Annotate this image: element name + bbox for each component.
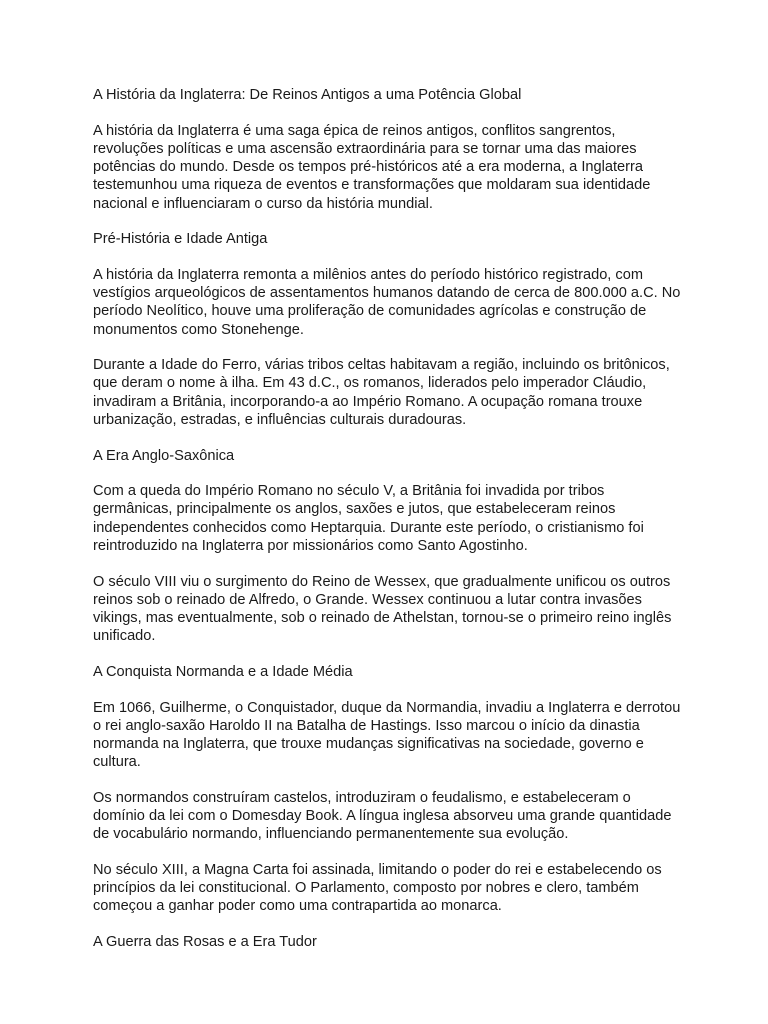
intro-paragraph: A história da Inglaterra é uma saga épica de reinos antigos, conflitos sangrentos, revoluções políticas e uma ascensão extraordinária para se tornar uma das maiores potências do mundo. Desde os tempos pré-históricos até a era moderna, a Inglaterra testemunhou uma riqueza de eventos e transformações que moldaram sua identidade nacional e influenciaram o curso da história mundial. bbox=[93, 122, 651, 212]
paragraph: Com a queda do Império Romano no século V, a Britânia foi invadida por tribos germânicas, principalmente os anglos, saxões e jutos, que estabeleceram reinos independentes conhecidos como Heptarquia. Durante este período, o cristianismo foi reintroduzido na Inglaterra por missionários como Santo Agostinho. bbox=[93, 483, 644, 554]
paragraph: No século XIII, a Magna Carta foi assinada, limitando o poder do rei e estabelecendo os princípios da lei constitucional. O Parlamento, composto por nobres e clero, também começou a ganhar poder como uma contrapartida ao monarca. bbox=[93, 862, 662, 915]
paragraph: A história da Inglaterra remonta a milênios antes do período histórico registrado, com vestígios arqueológicos de assentamentos humanos datando de cerca de 800.000 a.C. No período Neolítico, houve uma proliferação de comunidades agrícolas e construção de monumentos como Stonehenge. bbox=[93, 266, 681, 338]
paragraph: O século VIII viu o surgimento do Reino de Wessex, que gradualmente unificou os outros reinos sob o reinado de Alfredo, o Grande. Wessex continuou a lutar contra invasões vikings, mas eventualmente, sob o reinado de Athelstan, tornou-se o primeiro reino inglês unificado. bbox=[93, 573, 672, 645]
section-heading-prehistory: Pré-História e Idade Antiga bbox=[93, 231, 268, 248]
document-body bbox=[93, 86, 683, 969]
section-heading-wars-of-roses: A Guerra das Rosas e a Era Tudor bbox=[93, 934, 317, 951]
paragraph: Os normandos construíram castelos, introduziram o feudalismo, e estabeleceram o domínio da lei com o Domesday Book. A língua inglesa absorveu uma grande quantidade de vocabulário normando, influenciando permanentemente sua evolução. bbox=[93, 789, 672, 843]
paragraph: Em 1066, Guilherme, o Conquistador, duque da Normandia, invadiu a Inglaterra e derrotou o rei anglo-saxão Haroldo II na Batalha de Hastings. Isso marcou o início da dinastia normanda na Inglaterra, que trouxe mudanças significativas na sociedade, governo e cultura. bbox=[93, 699, 681, 771]
paragraph: Durante a Idade do Ferro, várias tribos celtas habitavam a região, incluindo os britônicos, que deram o nome à ilha. Em 43 d.C., os romanos, liderados pelo imperador Cláudio, invadiram a Britânia, incorporando-a ao Império Romano. A ocupação romana trouxe urbanização, estradas, e influências culturais duradouras. bbox=[93, 357, 670, 428]
section-heading-anglo-saxon: A Era Anglo-Saxônica bbox=[93, 447, 235, 464]
section-heading-norman-conquest: A Conquista Normanda e a Idade Média bbox=[93, 663, 353, 680]
document-title: A História da Inglaterra: De Reinos Antigos a uma Potência Global bbox=[93, 87, 522, 103]
